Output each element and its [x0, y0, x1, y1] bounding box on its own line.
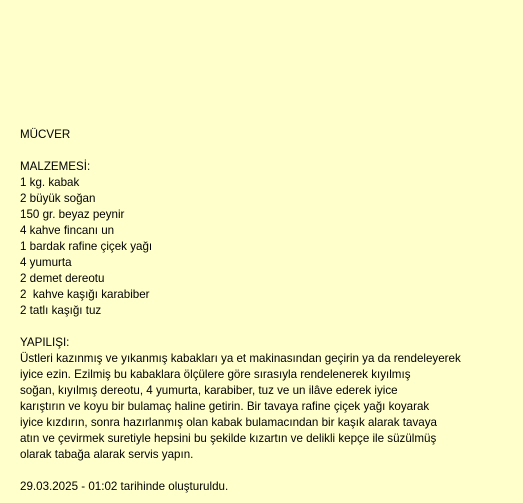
ingredients-heading: MALZEMESİ:	[20, 160, 91, 173]
method-line: iyice kızdırın, sonra hazırlanmış olan kabak bulamacından bir kaşık alarak tavaya	[20, 416, 437, 429]
spacer	[20, 463, 510, 479]
method-heading: YAPILIŞI:	[20, 336, 70, 349]
method-line: iyice ezin. Ezilmiş bu kabaklara ölçülere göre sırasıyla rendelenerek kıyılmış	[20, 368, 411, 381]
ingredient-item: 4 yumurta	[20, 256, 72, 269]
spacer	[20, 143, 510, 159]
method-line: atın ve çevirmek suretiyle hepsini bu şekilde kızartın ve delikli kepçe ile süzülmüş	[20, 432, 437, 445]
ingredient-item: 1 bardak rafine çiçek yağı	[20, 240, 153, 253]
ingredient-item: 2 tatlı kaşığı tuz	[20, 304, 102, 317]
creation-footer: 29.03.2025 - 01:02 tarihinde oluşturuldu.	[20, 480, 229, 493]
method-line: Üstleri kazınmış ve yıkanmış kabakları ya et makinasından geçirin ya da rendeleyerek	[20, 352, 461, 365]
method-line: soğan, kıyılmış dereotu, 4 yumurta, karabiber, tuz ve un ilâve ederek iyice	[20, 384, 398, 397]
recipe-title: MÜCVER	[20, 128, 71, 141]
ingredient-item: 1 kg. kabak	[20, 176, 80, 189]
ingredient-item: 4 kahve fincanı un	[20, 224, 115, 237]
recipe-document	[20, 127, 510, 495]
ingredient-item: 2 büyük soğan	[20, 192, 96, 205]
spacer	[20, 319, 510, 335]
method-line: olarak tabağa alarak servis yapın.	[20, 448, 194, 461]
ingredients-list	[20, 175, 510, 319]
method-line: karıştırın ve koyu bir bulamaç haline getirin. Bir tavaya rafine çiçek yağı koyarak	[20, 400, 430, 413]
method-paragraph	[20, 351, 510, 463]
ingredient-item: 2 demet dereotu	[20, 272, 105, 285]
ingredient-item: 2 kahve kaşığı karabiber	[20, 288, 150, 301]
ingredient-item: 150 gr. beyaz peynir	[20, 208, 125, 221]
